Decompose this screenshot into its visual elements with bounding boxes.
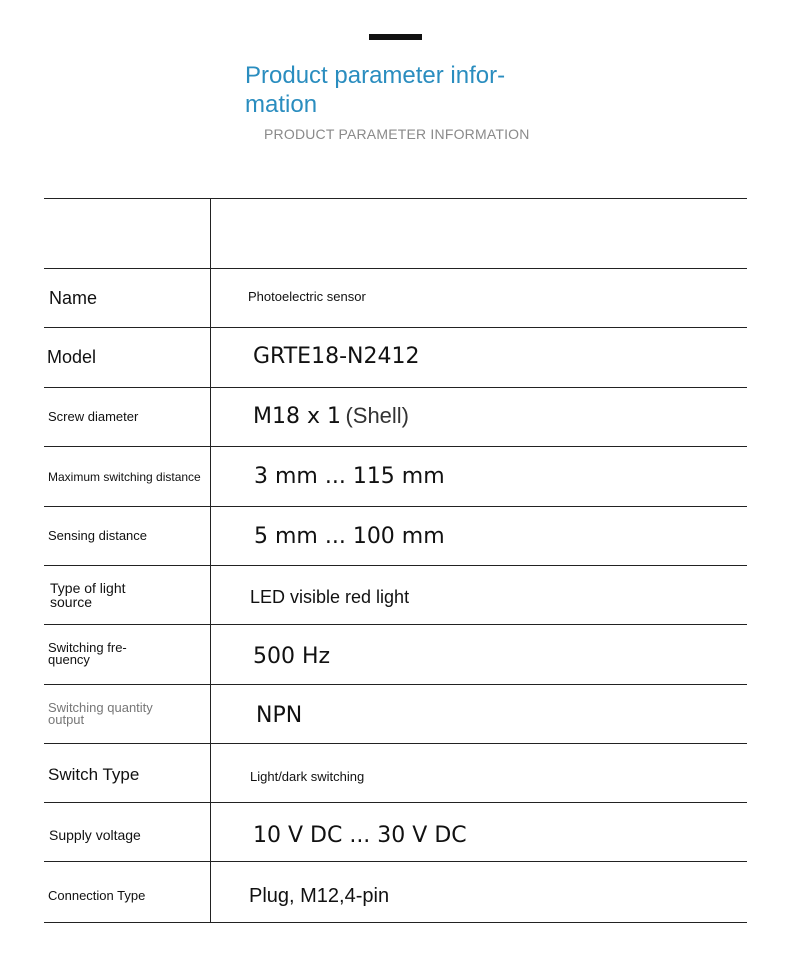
row-value-model: GRTE18-N2412 bbox=[253, 344, 420, 369]
row-label-sensing-distance: Sensing distance bbox=[48, 528, 148, 543]
table-rule bbox=[44, 802, 747, 803]
row-label-light-source-line-2: source bbox=[50, 594, 93, 610]
table-rule bbox=[44, 743, 747, 744]
table-rule bbox=[44, 624, 747, 625]
table-rule bbox=[44, 861, 747, 862]
top-accent-bar bbox=[369, 34, 422, 40]
row-label-light-source-line-1: Type of light bbox=[50, 580, 126, 596]
page-title-line-1: Product parameter infor- bbox=[245, 62, 506, 89]
page-title-line-2: mation bbox=[245, 91, 318, 118]
row-label-name: Name bbox=[49, 288, 98, 308]
row-label-switching-output-line-2: output bbox=[48, 712, 85, 727]
table-rule bbox=[44, 198, 747, 199]
table-rule bbox=[44, 268, 747, 269]
table-rule bbox=[44, 922, 747, 923]
row-label-connection-type: Connection Type bbox=[48, 888, 146, 903]
row-label-switching-frequency bbox=[48, 642, 198, 666]
row-value-switching-frequency: 500 Hz bbox=[253, 644, 331, 669]
row-value-screw-diameter-suffix: (Shell) bbox=[345, 403, 410, 428]
table-rule bbox=[44, 387, 747, 388]
row-value-screw-diameter-main: M18 x 1 bbox=[253, 404, 341, 429]
row-label-max-switching-distance: Maximum switching distance bbox=[48, 470, 201, 484]
row-label-switching-output bbox=[48, 702, 198, 726]
row-value-connection-type: Plug, M12,4-pin bbox=[249, 885, 390, 907]
table-rule bbox=[44, 446, 747, 447]
row-value-switching-output: NPN bbox=[256, 703, 303, 728]
row-value-screw-diameter bbox=[253, 403, 409, 429]
row-value-sensing-distance: 5 mm ... 100 mm bbox=[254, 524, 445, 549]
table-column-divider bbox=[210, 199, 211, 922]
row-label-switch-type: Switch Type bbox=[48, 765, 140, 784]
row-value-light-source: LED visible red light bbox=[250, 587, 410, 607]
row-value-name: Photoelectric sensor bbox=[248, 289, 366, 304]
row-label-switching-output-line-1: Switching quantity bbox=[48, 700, 153, 715]
table-rule bbox=[44, 506, 747, 507]
page-subtitle: PRODUCT PARAMETER INFORMATION bbox=[264, 126, 530, 142]
row-label-switching-frequency-line-2: quency bbox=[48, 652, 90, 667]
table-rule bbox=[44, 565, 747, 566]
table-rule bbox=[44, 684, 747, 685]
row-label-switching-frequency-line-1: Switching fre- bbox=[48, 640, 127, 655]
row-value-supply-voltage: 10 V DC ... 30 V DC bbox=[253, 823, 467, 848]
table-rule bbox=[44, 327, 747, 328]
row-label-model: Model bbox=[47, 347, 97, 367]
page-title bbox=[245, 61, 545, 119]
row-label-light-source bbox=[50, 582, 200, 608]
row-value-switch-type: Light/dark switching bbox=[250, 769, 365, 784]
row-label-supply-voltage: Supply voltage bbox=[49, 827, 141, 843]
row-label-screw-diameter: Screw diameter bbox=[48, 409, 139, 424]
row-value-max-switching-distance: 3 mm ... 115 mm bbox=[254, 464, 445, 489]
